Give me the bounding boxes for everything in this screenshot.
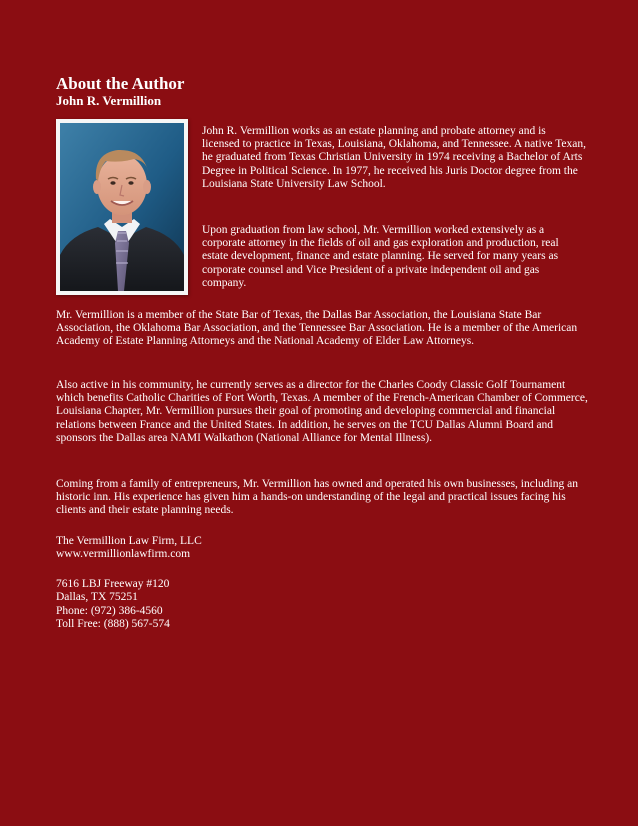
bio-paragraph-2: Upon graduation from law school, Mr. Vermillion worked extensively as a corporate attorney in the fields of oil and gas exploration and production, real estate development, finance and estate planning. He served for many years as corporate counsel and Vice President of a private independent oil and gas company. (202, 224, 559, 289)
phone-number: Phone: (972) 386-4560 (56, 605, 163, 617)
street-address: 7616 LBJ Freeway #120 (56, 578, 170, 590)
firm-name: The Vermillion Law Firm, LLC (56, 535, 202, 547)
toll-free-number: Toll Free: (888) 567-574 (56, 618, 170, 630)
website-link[interactable]: www.vermillionlawfirm.com (56, 548, 191, 560)
bio-paragraph-4: Also active in his community, he currently serves as a director for the Charles Coody Classic Golf Tournament which benefits Catholic Charities of Fort Worth, Texas. A member of the French-American Chamber of Commerce, Louisiana Chapter, Mr. Vermillion pursues their goal of promoting and developing commercial and financial relations between France and the United States. In addition, he serves on the TCU Dallas Alumni Board and sponsors the Dallas area NAMI Walkathon (National Alliance for Mental Illness). (56, 379, 588, 444)
bio-paragraph-5: Coming from a family of entrepreneurs, Mr. Vermillion has owned and operated his own businesses, including an historic inn. His experience has given him a hands-on understanding of the legal and practical issues facing his clients and their estate planning needs. (56, 478, 578, 517)
bio-paragraph-3: Mr. Vermillion is a member of the State Bar of Texas, the Dallas Bar Association, the Louisiana State Bar Association, the Oklahoma Bar Association, and the Tennessee Bar Association. He is a member of the American Academy of Estate Planning Attorneys and the National Academy of Elder Law Attorneys. (56, 309, 578, 348)
author-name: John R. Vermillion (56, 93, 162, 108)
page-title: About the Author (56, 74, 185, 93)
author-portrait-image (60, 123, 184, 291)
bio-paragraph-1: John R. Vermillion works as an estate planning and probate attorney and is licensed to practice in Texas, Louisiana, Oklahoma, and Tennessee. A native Texan, he graduated from Texas Christian University in 1974 receiving a Bachelor of Arts Degree in Political Science. In 1977, he received his Juris Doctor degree from the Louisiana State University Law School. (202, 125, 586, 190)
city-state-zip: Dallas, TX 75251 (56, 591, 138, 603)
author-photo (56, 119, 188, 295)
